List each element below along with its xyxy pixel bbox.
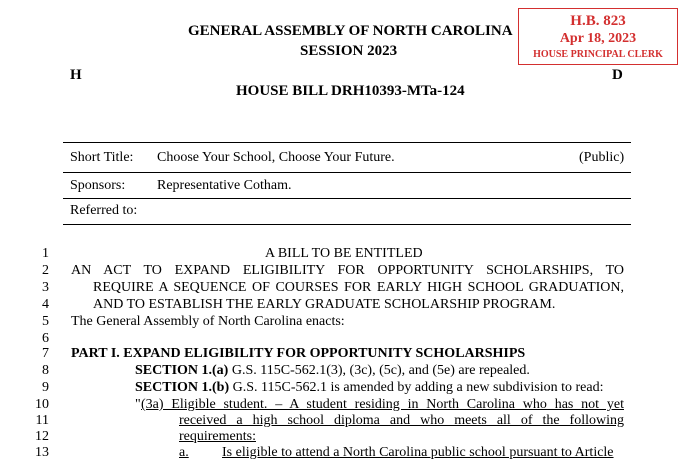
sponsors-value: Representative Cotham. xyxy=(157,178,292,193)
part-heading: PART I. EXPAND ELIGIBILITY FOR OPPORTUNITY SCHOLARSHIPS xyxy=(71,346,526,361)
assembly-title: GENERAL ASSEMBLY OF NORTH CAROLINA xyxy=(188,23,513,39)
divider xyxy=(63,198,631,199)
inserted-text: requirements: xyxy=(179,429,256,444)
line-number: 2 xyxy=(42,263,49,278)
line-number: 5 xyxy=(42,314,49,329)
quote-mark: " xyxy=(135,397,141,412)
sponsors-label: Sponsors: xyxy=(70,178,126,193)
session-title: SESSION 2023 xyxy=(300,43,398,59)
inserted-text: (3a) Eligible student. – A student residing in North Carolina who has not yet xyxy=(141,397,624,412)
stamp-clerk: HOUSE PRINCIPAL CLERK xyxy=(533,49,663,60)
line-number: 8 xyxy=(42,363,49,378)
divider xyxy=(63,142,631,143)
stamp-date: Apr 18, 2023 xyxy=(559,31,637,46)
short-title-value: Choose Your School, Choose Your Future. xyxy=(157,150,395,165)
bill-type-left: H xyxy=(70,67,82,83)
public-tag: (Public) xyxy=(579,150,625,165)
bill-type-right: D xyxy=(612,67,623,83)
line-number: 1 xyxy=(42,246,49,261)
section-text: G.S. 115C-562.1 is amended by adding a new subdivision to read: xyxy=(232,380,604,395)
bill-id: HOUSE BILL DRH10393-MTa-124 xyxy=(236,83,465,99)
section-number: SECTION 1.(b) xyxy=(135,380,230,395)
list-marker: a. xyxy=(179,445,189,460)
section-number: SECTION 1.(a) xyxy=(135,363,229,378)
line-number: 11 xyxy=(35,413,49,428)
line-number: 12 xyxy=(35,429,49,444)
line-number: 7 xyxy=(42,346,49,361)
line-number: 9 xyxy=(42,380,49,395)
clerk-stamp xyxy=(518,8,678,65)
section-line xyxy=(135,363,688,379)
title-line: AN ACT TO EXPAND ELIGIBILITY FOR OPPORTUNITY SCHOLARSHIPS, TO xyxy=(71,263,624,278)
divider xyxy=(63,224,631,225)
inserted-text: received a high school diploma and who meets all of the following xyxy=(179,413,624,428)
inserted-text: Is eligible to attend a North Carolina public school pursuant to Article xyxy=(222,445,614,460)
bill-heading: A BILL TO BE ENTITLED xyxy=(265,246,423,261)
title-line: REQUIRE A SEQUENCE OF COURSES FOR EARLY HIGH SCHOOL GRADUATION, xyxy=(93,280,624,295)
line-number: 10 xyxy=(35,397,49,412)
referred-label: Referred to: xyxy=(70,203,138,218)
divider xyxy=(63,172,631,173)
enacting-clause: The General Assembly of North Carolina enacts: xyxy=(71,314,345,329)
section-text: G.S. 115C-562.1(3), (3c), (5c), and (5e) are repealed. xyxy=(231,363,530,378)
line-number: 4 xyxy=(42,297,49,312)
line-number: 6 xyxy=(42,331,49,346)
stamp-bill-number: H.B. 823 xyxy=(570,13,626,29)
section-line xyxy=(135,380,688,396)
line-number: 13 xyxy=(35,445,49,460)
short-title-label: Short Title: xyxy=(70,150,134,165)
title-line: AND TO ESTABLISH THE EARLY GRADUATE SCHOLARSHIP PROGRAM. xyxy=(93,297,556,312)
line-number: 3 xyxy=(42,280,49,295)
